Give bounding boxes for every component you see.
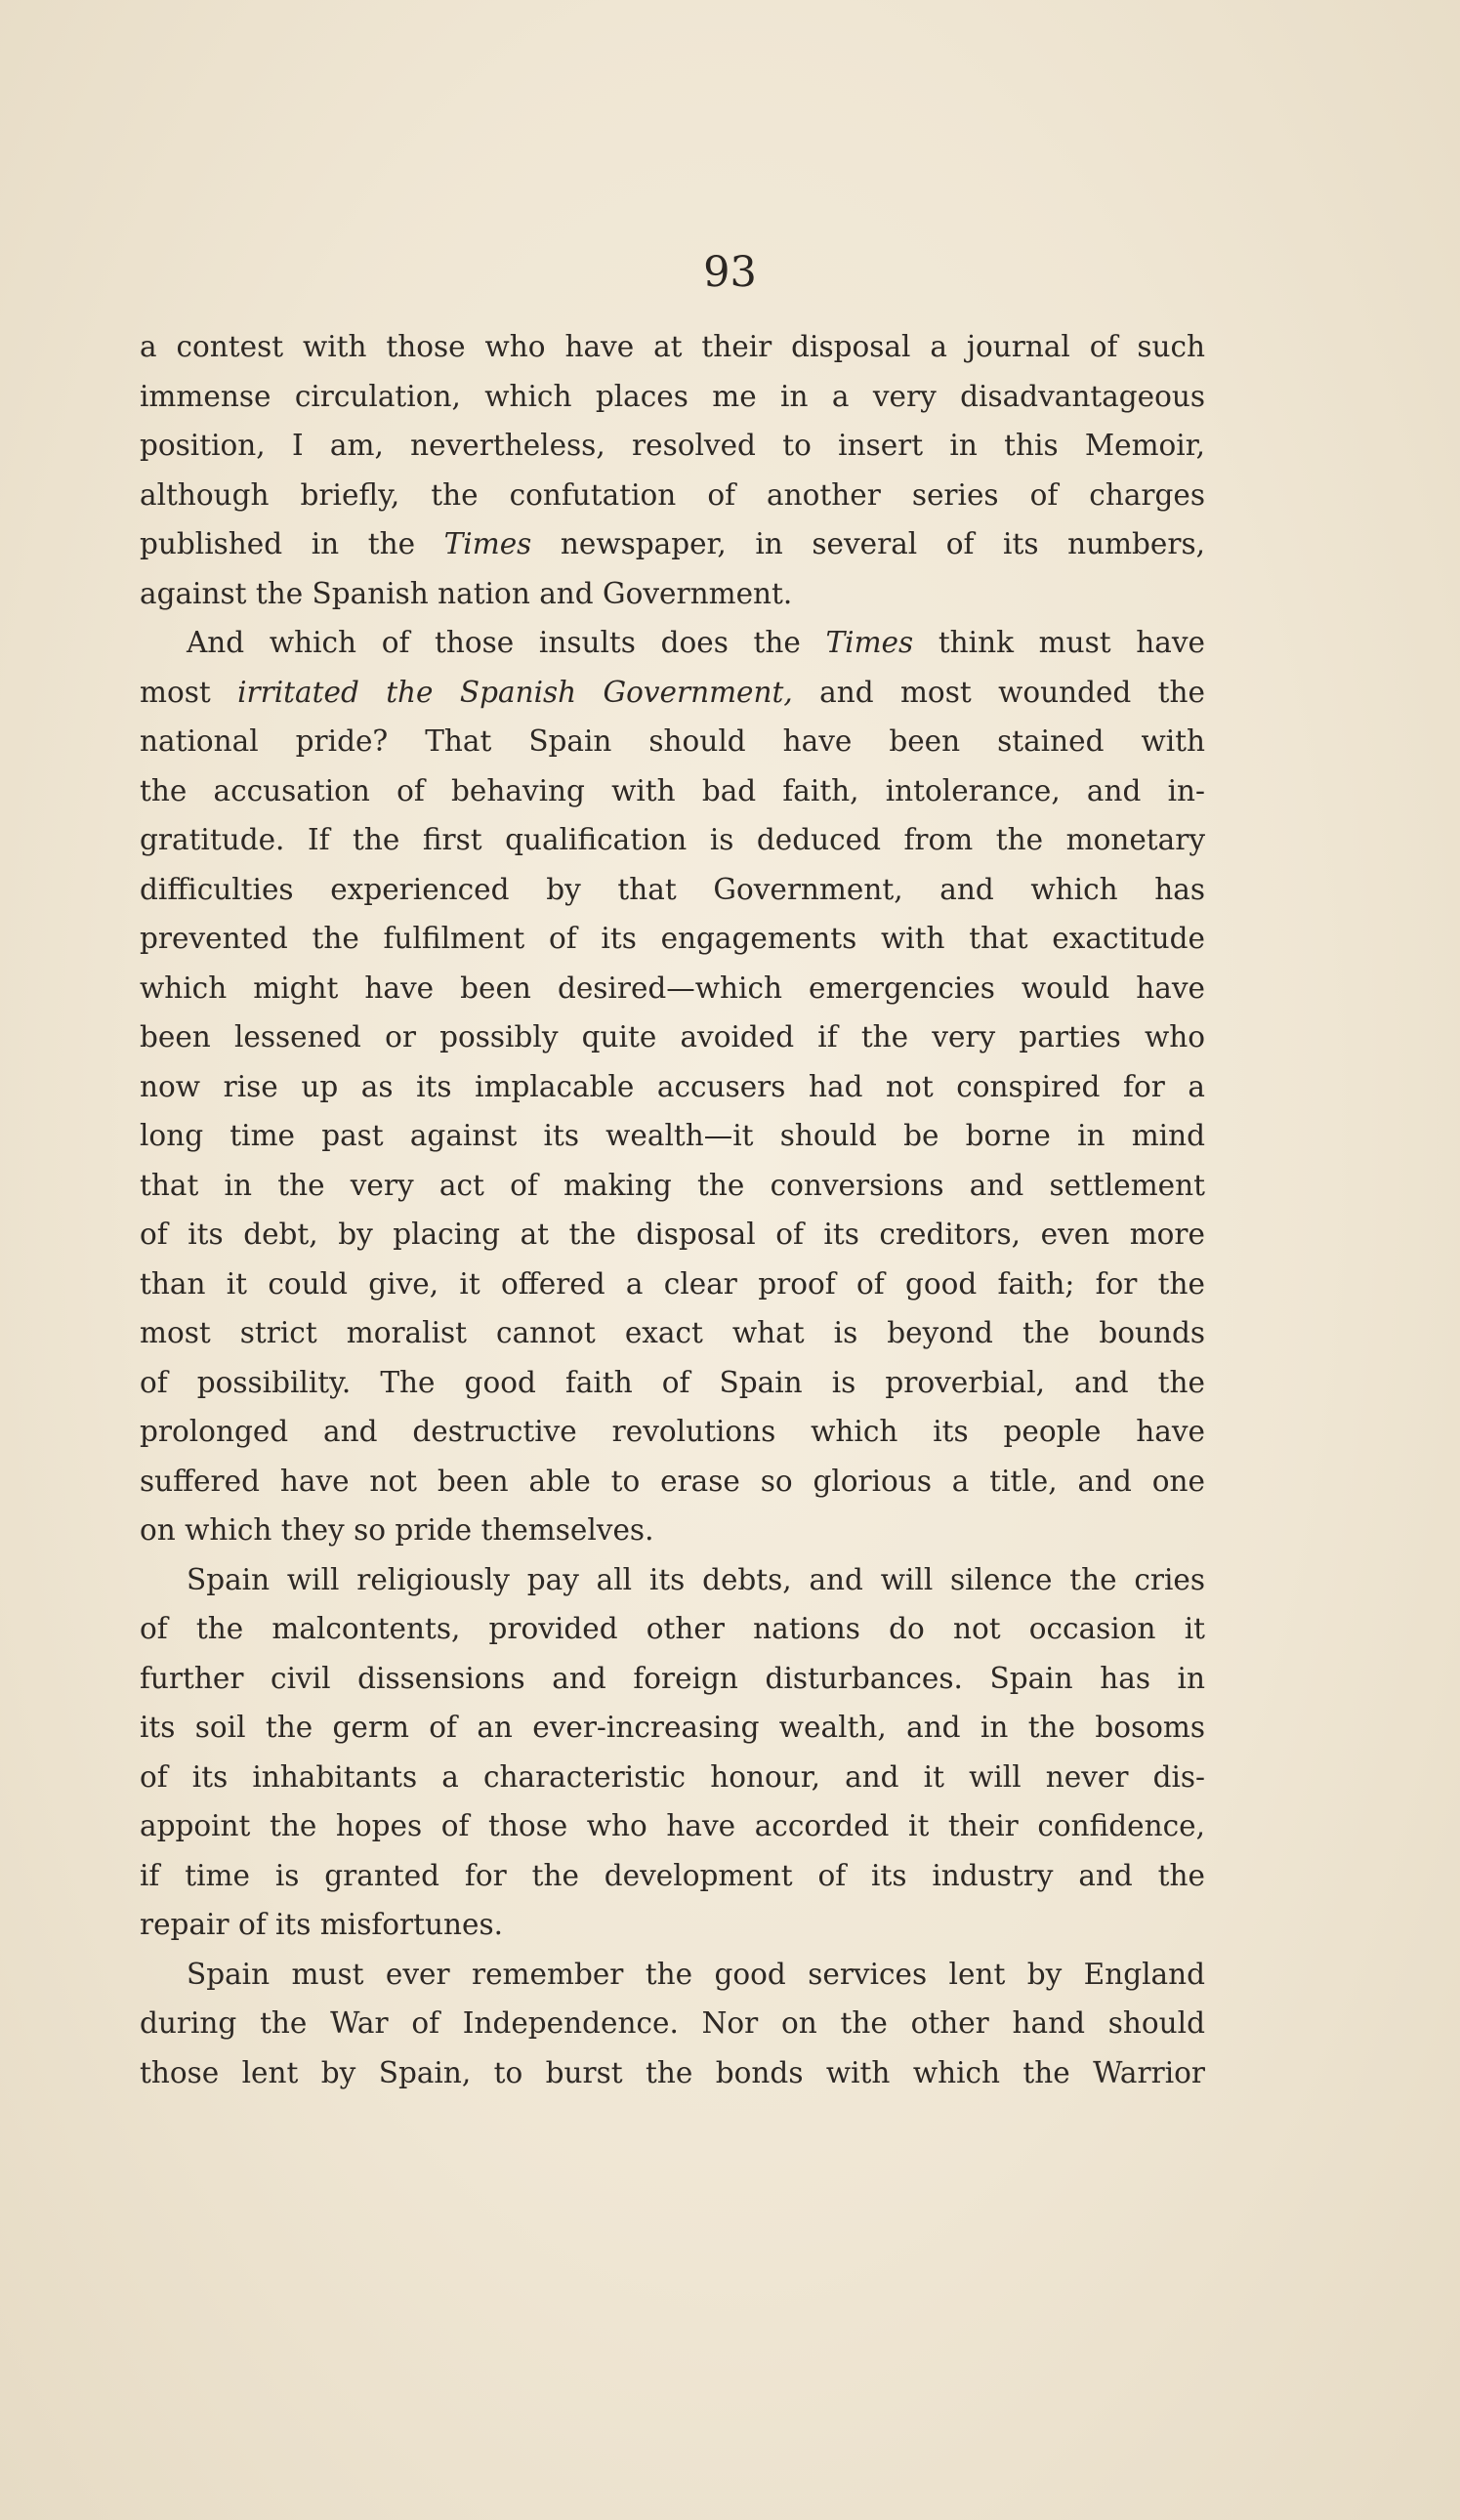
text-line (140, 372, 1205, 422)
text-segment: repair of its misfortunes. (140, 1908, 503, 1941)
italic-text: Times (825, 626, 914, 659)
text-segment: the accusation of behaving with bad faith, intolerance, and in- (140, 773, 1205, 807)
text-line (140, 964, 1205, 1013)
text-line (140, 1457, 1205, 1507)
text-line (140, 815, 1205, 865)
text-line (140, 1358, 1205, 1408)
text-line (140, 1161, 1205, 1211)
text-segment: a contest with those who have at their disposal a journal of such (140, 330, 1205, 363)
text-line (140, 1062, 1205, 1112)
text-segment: newspaper, in several of its numbers, (531, 527, 1205, 560)
text-line (140, 865, 1205, 915)
text-line (140, 1900, 1205, 1950)
paragraph (140, 618, 1205, 1555)
paragraph (140, 1555, 1205, 1950)
body-text (140, 322, 1205, 2097)
text-segment: appoint the hopes of those who have accorded it their confidence, (140, 1809, 1205, 1842)
text-line (140, 519, 1205, 569)
text-line (140, 1753, 1205, 1802)
text-line (140, 668, 1205, 718)
text-segment: than it could give, it offered a clear proof of good faith; for the (140, 1266, 1205, 1301)
text-segment: now rise up as its implacable accusers had not conspired for a (140, 1069, 1205, 1103)
text-segment: that in the very act of making the conversions and settlement (140, 1168, 1205, 1202)
text-segment: think must have (913, 626, 1205, 659)
text-segment: most strict moralist cannot exact what is beyond the bounds (140, 1316, 1205, 1349)
text-segment: And which of those insults does the (187, 626, 826, 659)
text-line (140, 569, 1205, 619)
text-segment: on which they so pride themselves. (140, 1513, 654, 1547)
paragraph (140, 322, 1205, 618)
text-line (140, 1260, 1205, 1309)
text-segment: prevented the fulfilment of its engagements with that exactitude (140, 922, 1205, 955)
text-line (140, 1950, 1205, 2000)
text-segment: published in the (140, 527, 444, 560)
text-segment: suffered have not been able to erase so glorious a title, and one (140, 1464, 1205, 1498)
text-line (140, 2048, 1205, 2098)
text-line (140, 1012, 1205, 1062)
text-segment: prolonged and destructive revolutions which its people have (140, 1415, 1205, 1448)
text-segment: Spain will religiously pay all its debts, and will silence the cries (187, 1562, 1205, 1596)
text-line (140, 1703, 1205, 1753)
text-line (140, 322, 1205, 372)
text-segment: against the Spanish nation and Government. (140, 576, 793, 610)
text-segment: although briefly, the confutation of another series of charges (140, 477, 1205, 512)
text-line (140, 1210, 1205, 1260)
text-line (140, 471, 1205, 520)
text-line (140, 914, 1205, 964)
text-segment: if time is granted for the development of its industry and the (140, 1858, 1205, 1892)
text-segment: and most wounded the (792, 675, 1205, 709)
text-line (140, 1851, 1205, 1901)
text-segment: national pride? That Spain should have been stained with (140, 724, 1205, 758)
italic-text: irritated the Spanish Government, (237, 675, 793, 709)
text-segment: immense circulation, which places me in a very disadvantageous (140, 379, 1205, 413)
text-segment: of the malcontents, provided other nations do not occasion it (140, 1612, 1205, 1645)
text-segment: gratitude. If the first qualification is deduced from the monetary (140, 823, 1205, 856)
text-segment: of its debt, by placing at the disposal of its creditors, even more (140, 1218, 1205, 1251)
text-segment: of its inhabitants a characteristic honour, and it will never dis- (140, 1759, 1205, 1794)
text-line (140, 1308, 1205, 1358)
text-line (140, 1801, 1205, 1851)
text-line (140, 618, 1205, 668)
text-segment: of possibility. The good faith of Spain is proverbial, and the (140, 1365, 1205, 1399)
text-segment: difficulties experienced by that Government, and which has (140, 872, 1205, 906)
page-number: 93 (703, 248, 757, 297)
text-segment: during the War of Independence. Nor on the other hand should (140, 2006, 1205, 2040)
paragraph (140, 1950, 1205, 2098)
text-line (140, 717, 1205, 766)
text-line (140, 1407, 1205, 1457)
italic-text: Times (443, 527, 532, 560)
text-line (140, 1999, 1205, 2048)
text-segment: most (140, 675, 238, 709)
text-segment: further civil dissensions and foreign disturbances. Spain has in (140, 1661, 1205, 1695)
text-segment: Spain must ever remember the good services lent by England (187, 1957, 1205, 1991)
text-segment: been lessened or possibly quite avoided if the very parties who (140, 1020, 1205, 1053)
text-segment: position, I am, nevertheless, resolved to insert in this Memoir, (140, 429, 1205, 462)
text-line (140, 1506, 1205, 1555)
text-segment: long time past against its wealth—it should be borne in mind (140, 1119, 1205, 1152)
text-line (140, 1555, 1205, 1605)
text-line (140, 766, 1205, 816)
text-line (140, 1654, 1205, 1704)
text-line (140, 421, 1205, 471)
text-segment: its soil the germ of an ever-increasing wealth, and in the bosoms (140, 1711, 1205, 1744)
text-line (140, 1604, 1205, 1654)
text-line (140, 1111, 1205, 1161)
text-segment: those lent by Spain, to burst the bonds with which the Warrior (140, 2055, 1205, 2089)
text-segment: which might have been desired—which emergencies would have (140, 971, 1205, 1005)
